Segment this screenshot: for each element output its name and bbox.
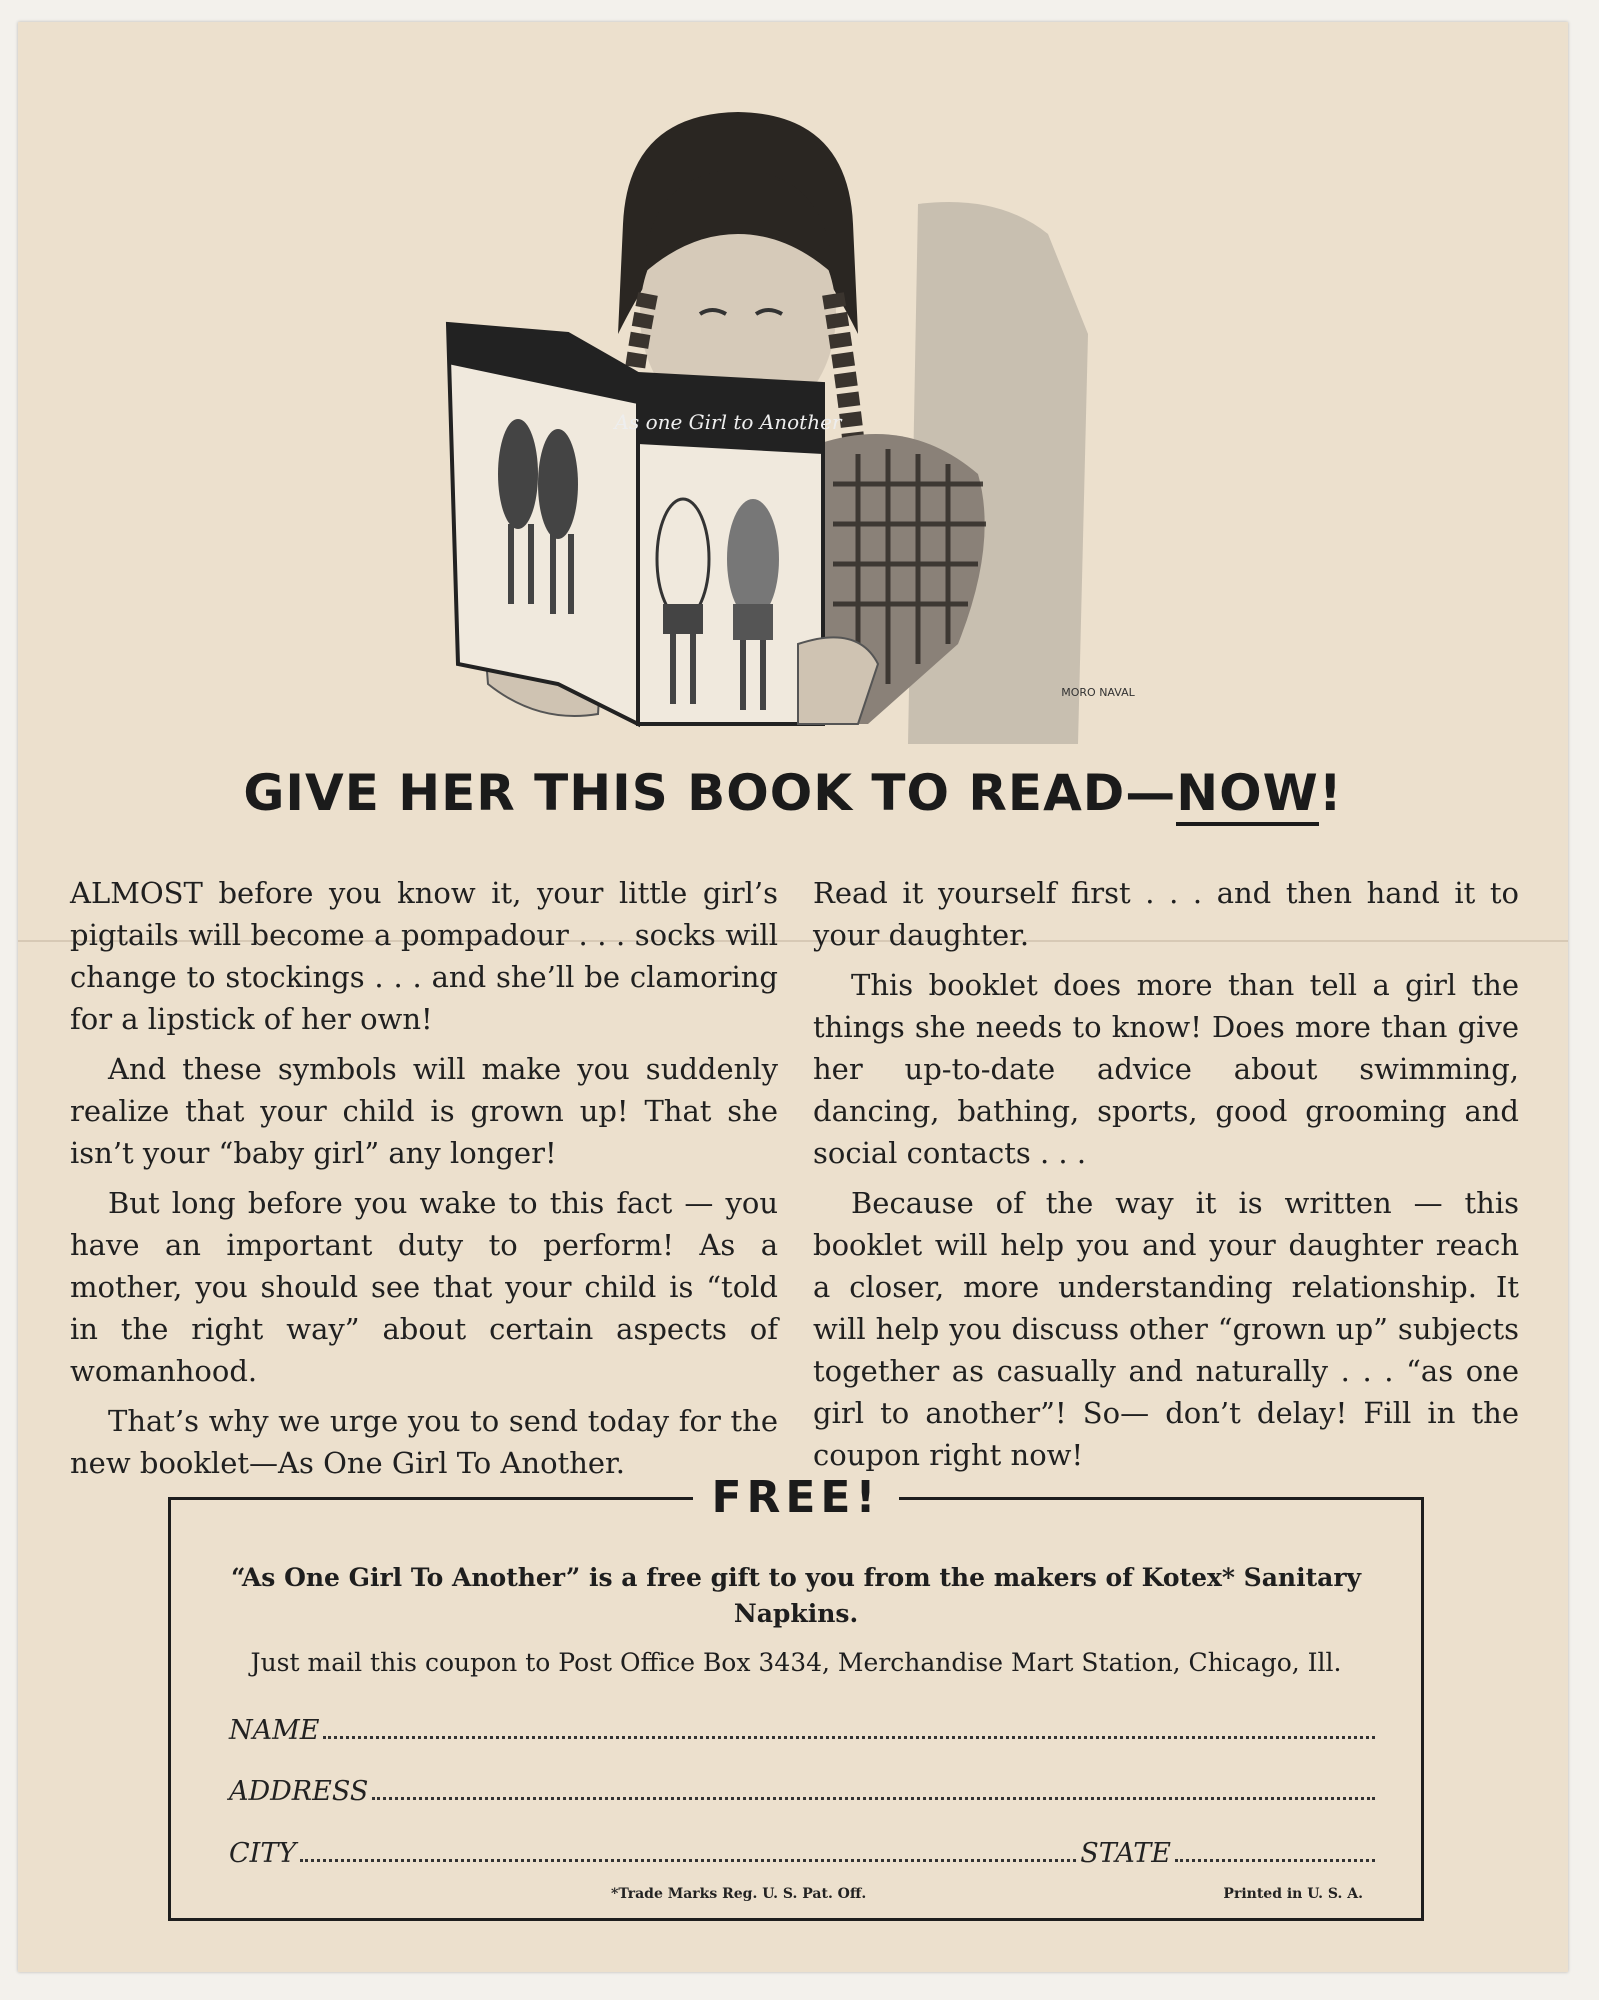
- free-label: FREE!: [693, 1472, 898, 1523]
- paragraph: This booklet does more than tell a girl the things she needs to know! Does more than give her up-to-date advice about swimming, dancing, bathing, sports, good grooming and social contacts . . .: [813, 968, 1519, 1170]
- address-line[interactable]: [372, 1796, 1375, 1800]
- paragraph: ALMOST before you know it, your little girl’s pigtails will become a pompadour . . . socks will change to stockings . . . and she’ll be clamoring for a lipstick of her own!: [70, 876, 778, 1036]
- body-left-column: [70, 872, 778, 1492]
- coupon-heading: [171, 1472, 1421, 1523]
- paragraph: But long before you wake to this fact — you have an important duty to perform! As a mother, you should see that your child is “told in the right way” about certain aspects of womanhood.: [70, 1186, 778, 1388]
- coupon-mail-instructions: Just mail this coupon to Post Office Box 3434, Merchandise Mart Station, Chicago, Ill.: [250, 1648, 1342, 1677]
- city-line[interactable]: [300, 1858, 1076, 1862]
- headline: [18, 764, 1568, 822]
- girl-reading-illustration: [438, 84, 1158, 764]
- city-state-field[interactable]: [229, 1838, 1379, 1869]
- trademark-note: *Trade Marks Reg. U. S. Pat. Off.: [611, 1886, 867, 1902]
- paragraph: Read it yourself first . . . and then hand it to your daughter.: [813, 876, 1519, 952]
- body-right-column: [813, 872, 1519, 1484]
- headline-now: NOW: [1176, 764, 1319, 826]
- state-label: STATE: [1080, 1838, 1171, 1869]
- state-line[interactable]: [1175, 1858, 1375, 1862]
- name-label: NAME: [229, 1715, 320, 1746]
- artist-signature: MORO NAVAL: [1061, 686, 1135, 699]
- paragraph: And these symbols will make you suddenly realize that your child is grown up! That she isn’t your “baby girl” any longer!: [70, 1052, 778, 1170]
- address-label: ADDRESS: [229, 1776, 369, 1807]
- printed-note: Printed in U. S. A.: [1223, 1886, 1363, 1902]
- name-line[interactable]: [323, 1735, 1375, 1739]
- name-field[interactable]: [229, 1715, 1379, 1746]
- paragraph: Because of the way it is written — this booklet will help you and your daughter reach a closer, more understanding relationship. It will help you discuss other “grown up” subjects together as casually and naturally . . . “as one girl to another”! So— don’t delay! Fill in the coupon right now!: [813, 1186, 1519, 1472]
- ad-page: [18, 22, 1568, 1972]
- address-field[interactable]: [229, 1776, 1379, 1807]
- headline-text: GIVE HER THIS BOOK TO READ—: [243, 764, 1177, 822]
- coupon-box: [168, 1472, 1424, 1921]
- city-label: CITY: [229, 1838, 297, 1869]
- paragraph: That’s why we urge you to send today for the new booklet—As One Girl To Another.: [70, 1404, 778, 1480]
- coupon-intro: “As One Girl To Another” is a free gift to you from the makers of Kotex* Sanitary Napkins.: [230, 1563, 1362, 1628]
- headline-exclaim: !: [1318, 764, 1343, 822]
- book-cover-title: As one Girl to Another: [614, 410, 842, 434]
